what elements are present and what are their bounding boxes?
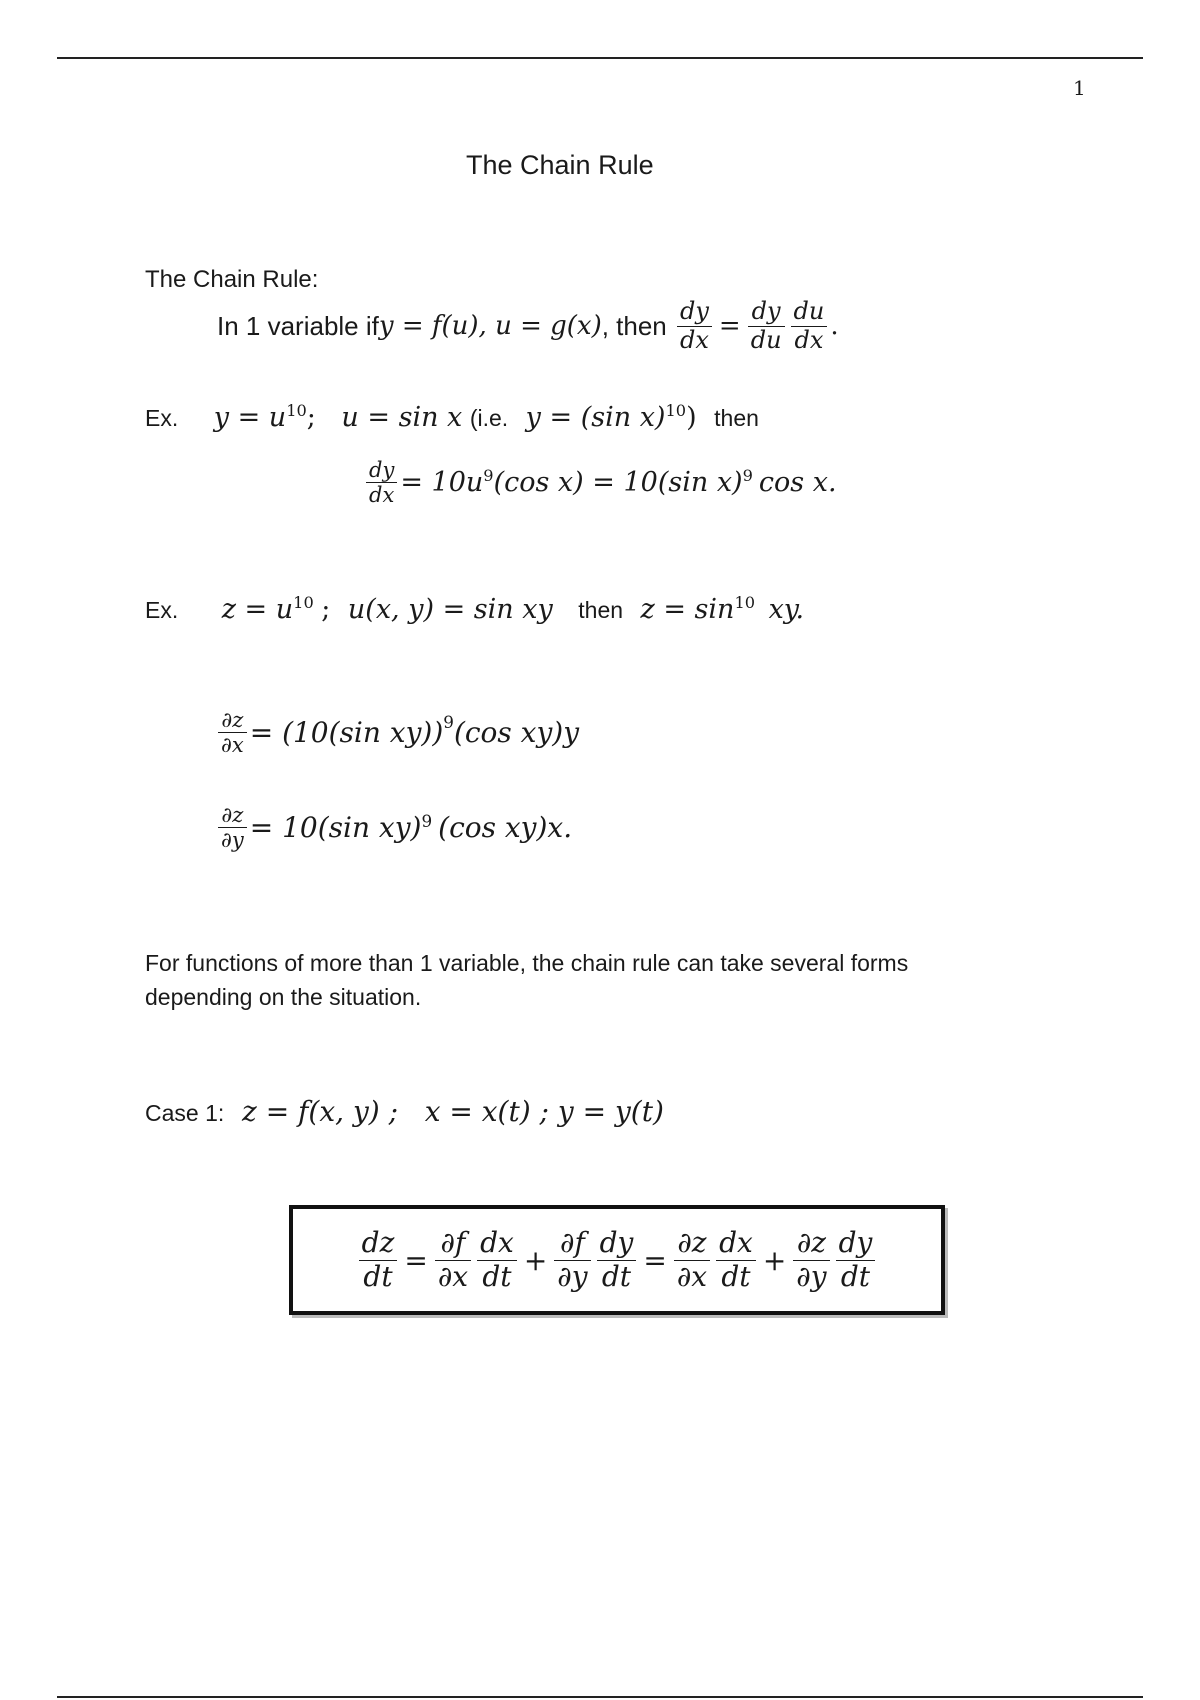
frac-den: dt <box>721 1259 751 1293</box>
frac-num: dx <box>477 1227 517 1260</box>
dzdy-rhs-a: = 10(sin xy) <box>249 811 422 845</box>
equals-sign: = <box>718 311 741 342</box>
plus-sign: + <box>762 1243 787 1277</box>
frac-du-dx <box>791 298 828 354</box>
frac-den: dx <box>794 325 824 354</box>
frac-den: dt <box>482 1259 512 1293</box>
page-title: The Chain Rule <box>466 150 654 180</box>
ex1-result-b: (cos x) = 10(sin x) <box>493 467 743 499</box>
ex1-result-a: = 10u <box>400 467 484 499</box>
frac-den: ∂x <box>676 1259 708 1293</box>
case-label: Case 1: <box>145 1100 225 1126</box>
frac-num: ∂f <box>554 1227 590 1260</box>
section-heading: The Chain Rule: <box>145 266 319 293</box>
equals-sign: = <box>643 1243 667 1277</box>
page-number: 1 <box>1073 76 1086 100</box>
frac-dz-dx <box>218 708 247 757</box>
frac-num: ∂z <box>218 708 247 733</box>
frac-num: ∂z <box>674 1227 710 1260</box>
rule-condition: y = f(u), u = g(x) <box>378 311 602 342</box>
paragraph-line-1: For functions of more than 1 variable, the chain rule can take several forms <box>145 950 909 976</box>
boxed-chain-rule <box>289 1205 945 1315</box>
frac-dy-dt <box>597 1227 637 1292</box>
example2-line <box>145 594 804 625</box>
frac-dy-dx <box>366 458 397 507</box>
ex1-y-eq: y = u <box>213 402 287 433</box>
ex2-z-sin: z = sin <box>640 594 735 625</box>
example1-line <box>145 402 759 433</box>
ex2-u-def: u(x, y) = sin xy <box>347 594 553 625</box>
frac-num: dy <box>366 458 397 483</box>
then-text: then <box>578 597 624 623</box>
frac-dz-dy <box>218 803 247 852</box>
exponent: 10 <box>286 401 307 420</box>
frac-dy-dt <box>836 1227 876 1292</box>
rule-then: , then <box>601 310 674 341</box>
top-rule <box>57 57 1143 59</box>
ex1-u-eq: u = sin x <box>341 402 463 433</box>
semicolon: ; <box>321 594 331 625</box>
frac-num: dy <box>748 298 785 327</box>
frac-num: ∂z <box>793 1227 829 1260</box>
example-label: Ex. <box>145 597 179 623</box>
frac-dx-dt <box>716 1227 756 1292</box>
dzdy-rhs-b: (cos xy)x. <box>438 811 573 845</box>
frac-num: ∂z <box>218 803 247 828</box>
frac-pf-py <box>554 1227 590 1292</box>
frac-den: du <box>750 325 782 354</box>
partial-z-x: $\frac{\partial z}{\partial x}$ = (10(sin xy)) 9 (cos xy)y <box>215 708 579 757</box>
frac-num: ∂f <box>435 1227 471 1260</box>
ex2-z-tail: xy. <box>768 594 805 625</box>
frac-den: dt <box>363 1259 393 1293</box>
frac-num: dy <box>836 1227 876 1260</box>
frac-den: dt <box>840 1259 871 1293</box>
then-text: then <box>714 405 759 431</box>
frac-pf-px <box>435 1227 471 1292</box>
frac-den: dt <box>601 1259 632 1293</box>
frac-num: dz <box>359 1227 398 1260</box>
partial-z-y: $\frac{\partial z}{\partial y}$ = 10(sin xy) 9 (cos xy)x. <box>215 803 572 852</box>
frac-num: dx <box>716 1227 756 1260</box>
exponent: 10 <box>734 593 756 612</box>
frac-pz-px <box>674 1227 710 1292</box>
dzdx-rhs-b: (cos xy)y <box>453 716 580 750</box>
frac-den: ∂y <box>557 1259 588 1293</box>
frac-num: du <box>791 298 828 327</box>
boxed-formula <box>356 1227 879 1292</box>
frac-dy-dx <box>677 298 712 354</box>
frac-pz-py <box>793 1227 829 1292</box>
one-variable-rule <box>217 298 839 354</box>
frac-den: ∂y <box>221 828 244 853</box>
rule-lead-text: In 1 variable if <box>217 310 379 341</box>
ex1-y-sin: y = (sin x) <box>525 402 666 433</box>
frac-dy-du <box>748 298 785 354</box>
frac-den: ∂y <box>796 1259 827 1293</box>
exponent: 10 <box>293 593 314 612</box>
frac-den: ∂x <box>437 1259 469 1293</box>
frac-dz-dt <box>359 1227 398 1292</box>
paragraph <box>145 946 908 1014</box>
paragraph-line-2: depending on the situation. <box>145 984 422 1010</box>
frac-den: ∂x <box>221 733 244 758</box>
ex2-z-eq: z = u <box>221 594 294 625</box>
frac-den: dx <box>369 483 395 508</box>
period: . <box>830 311 839 342</box>
example1-derivative: $\frac{dy}{dx}$ = 10u 9 (cos x) = 10(sin x) 9 cos x. <box>363 458 837 507</box>
exponent: 10 <box>665 401 687 420</box>
example-label: Ex. <box>145 405 179 431</box>
equals-sign: = <box>404 1243 428 1277</box>
bottom-rule <box>57 1696 1143 1698</box>
frac-num: dy <box>677 298 712 327</box>
ie-open: (i.e. <box>469 405 509 431</box>
paren-close: ) <box>686 402 697 433</box>
plus-sign: + <box>523 1243 548 1277</box>
case1-line <box>145 1095 664 1128</box>
semicolon: ; <box>306 402 316 433</box>
frac-num: dy <box>597 1227 637 1260</box>
frac-dx-dt <box>477 1227 517 1292</box>
dzdx-rhs-a: = (10(sin xy)) <box>249 716 444 750</box>
case1-expr: z = f(x, y) ; x = x(t) ; y = y(t) <box>242 1095 664 1128</box>
frac-den: dx <box>680 325 709 354</box>
ex1-result-c: cos x. <box>758 467 837 499</box>
